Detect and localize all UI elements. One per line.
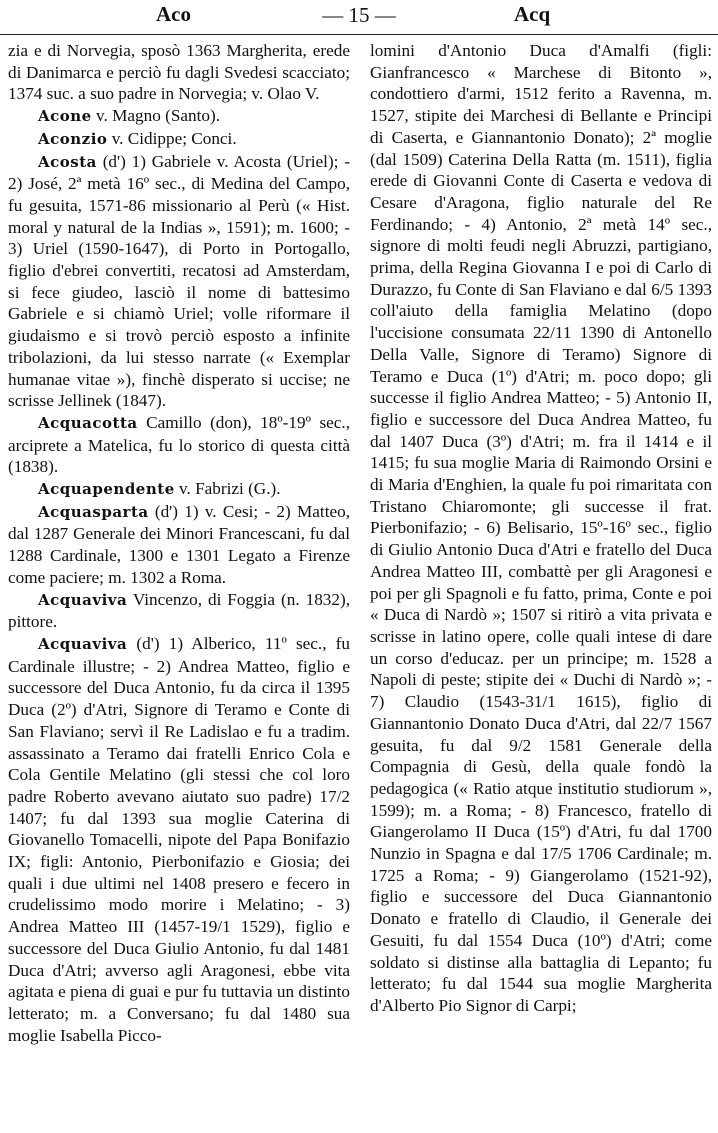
entry — [8, 478, 350, 501]
entry-text: zia e di Norvegia, sposò 1363 Margherita, erede di Danimarca e perciò fu dagli Svedesi scacciato; 1374 suc. a suo padre in Norvegia; v. Olao V. — [8, 41, 350, 104]
entry-headword: Acquaviva — [38, 634, 128, 653]
entry-headword: Acone — [38, 107, 92, 126]
entry — [8, 128, 350, 151]
entry — [8, 151, 350, 412]
entry-headword: Acquasparta — [38, 502, 149, 521]
running-header — [0, 0, 718, 35]
entry-headword: Acquapendente — [38, 480, 175, 499]
entry-continuation — [8, 40, 350, 105]
entry-headword: Acquacotta — [38, 413, 138, 432]
entry-text: Vincenzo, di Foggia (n. 1832), pittore. — [8, 589, 350, 632]
entry-text: (d') 1) v. Cesi; - 2) Matteo, dal 1287 Generale dei Minori Francescani, fu dal 1288 Cardinale, 1300 e 1301 Legato a Firenze come paciere; m. 1302 a Roma. — [8, 501, 350, 587]
left-column — [8, 40, 350, 1046]
entry — [8, 105, 350, 128]
entry-text: v. Cidippe; Conci. — [107, 128, 237, 148]
entry-text: lomini d'Antonio Duca d'Amalfi (figli: Gianfrancesco « Marchese di Bitonto », condottiero d'armi, 1512 ferito a Ravenna, m. 1527, stipite dei Marchesi di Bellante e Principi di Caserta, e Giannantonio Donato); 2ª moglie (dal 1509) Caterina Della Ratta (m. 1511), figlia erede di Giovanni Conte di Caserta e vedova di Cesare d'Aragona, figlio naturale del Re Ferdinando; - 4) Antonio, 2ª metà 14º sec., signore di molti feudi negli Abruzzi, partigiano, prima, della Regina Giovanna I e poi di Carlo di Durazzo, fu Conte di San Flaviano e dal 6/5 1393 coll'aiuto della famiglia Melatino (dopo l'uccisione consumata 22/11 1390 di Antonello Della Valle, Signore di Teramo) Signore di Teramo e Duca (1º) d'Atri; m. poco dopo; gli successe il figlio Andrea Matteo; - 5) Antonio II, figlio e successore del Duca Andrea Matteo, fu dal 1407 Duca (3º) d'Atri; m. fra il 1414 e il 1415; fu sua moglie Maria di Raimondo Orsini e di Maria d'Enghien, la quale fu poi rimaritata con Tristano Chiaromonte; gli successe il frat. Pierbonifazio; - 6) Belisario, 15º-16º sec., figlio di Giulio Antonio Duca d'Atri e fratello del Duca Andrea Matteo III, combattè per gli Aragonesi e poi per gli Spagnoli e fu fatto, prima, Conte e poi « Duca di Nardò »; 1507 si ritirò a vita privata e scrisse in latino opere, colle quali intese di dare un corso d'educaz. per un principe; m. 1528 a Napoli di peste; stipite dei « Duchi di Nardò »; - 7) Claudio (1543-31/1 1615), figlio di Giannantonio Donato Duca d'Atri, dal 22/7 1567 gesuita, fu dal 9/2 1581 Generale della Compagnia di Gesù, della quale fondò la pedagogica (« Ratio atque institutio studiorum », 1599); m. a Roma; - 8) Francesco, fratello di Giangerolamo II Duca (15º) d'Atri, fu dal 1700 Nunzio in Spagna e dal 17/5 1706 Cardinale; m. 1725 a Roma; - 9) Giangerolamo (1521-92), figlio e successore del Duca Giannantonio Donato e fratello di Claudio, il Generale dei Gesuiti, fu dal 1554 Duca (10º) d'Atri; come soldato si distinse alla battaglia di Lepanto; fu letterato; fu dal 1544 sua moglie Margherita d'Alberto Pio Signor di Carpi; — [370, 41, 712, 1015]
entry-text: v. Fabrizi (G.). — [174, 479, 281, 499]
header-left-guide-word: Aco — [156, 2, 191, 26]
header-right-guide-word: Acq — [514, 2, 551, 26]
right-column — [370, 40, 712, 1017]
entry — [8, 589, 350, 633]
entry-text: Camillo (don), 18º-19º sec., arciprete a Matelica, fu lo storico di questa città (1838). — [8, 412, 350, 477]
entry-text: (d') 1) Gabriele v. Acosta (Uriel); - 2) José, 2ª metà 16º sec., di Medina del Campo, fu gesuita, 1571-86 missionario al Perù (« Hist. moral y natural de la Indias », 1591); m. 1600; - 3) Uriel (1590-1647), di Porto in Portogallo, figlio d'ebrei convertiti, recatosi ad Amsterdam, si fece giudeo, lasciò il nome di battesimo Gabriele e si chiamò Uriel; volle riformare il giudaismo e si trovò perciò esposto a infinite tribolazioni, da lui stesso narrate (« Exemplar humanae vitae »), finchè disperato si uccise; ne scrisse Jellinek (1847). — [8, 151, 350, 411]
entry — [8, 412, 350, 478]
entry-headword: Aconzio — [38, 129, 108, 148]
entry-headword: Acosta — [38, 152, 97, 171]
entry-text: (d') 1) Alberico, 11º sec., fu Cardinale illustre; - 2) Andrea Matteo, figlio e successore del Duca Antonio, fu da circa il 1395 Duca (2º) d'Atri, Signore di Teramo e Conte di San Flaviano; servì il Re Ladislao e fu a tradim. assassinato a Teramo dai fratelli Enrico Cola e Cola Gentile Melatino (gli stessi che col loro padre Roberto avevano aiutato suo padre) 17/2 1407; fu dal 1393 sua moglie Caterina di Giovanello Tomacelli, nipote del Papa Bonifazio IX; figli: Antonio, Pierbonifazio e Giosia; dei quali i due ultimi nel 1408 presero e fecero in crudelissimo modo morire i Melatino; - 3) Andrea Matteo III (1457-19/1 1529), figlio e successore del Duca Giulio Antonio, fu dal 1481 Duca d'Atri; avverso agli Aragonesi, ebbe vita agitata e piena di guai e pur fu tuttavia un distinto letterato; m. a Conversano; fu dal 1480 sua moglie Isabella Picco- — [8, 633, 350, 1045]
entry-headword: Acquaviva — [38, 590, 128, 609]
entry — [8, 501, 350, 589]
entry — [8, 633, 350, 1046]
entry-text: v. Magno (Santo). — [91, 106, 220, 126]
page-number: — 15 — — [322, 3, 396, 27]
entry-continuation — [370, 40, 712, 1017]
